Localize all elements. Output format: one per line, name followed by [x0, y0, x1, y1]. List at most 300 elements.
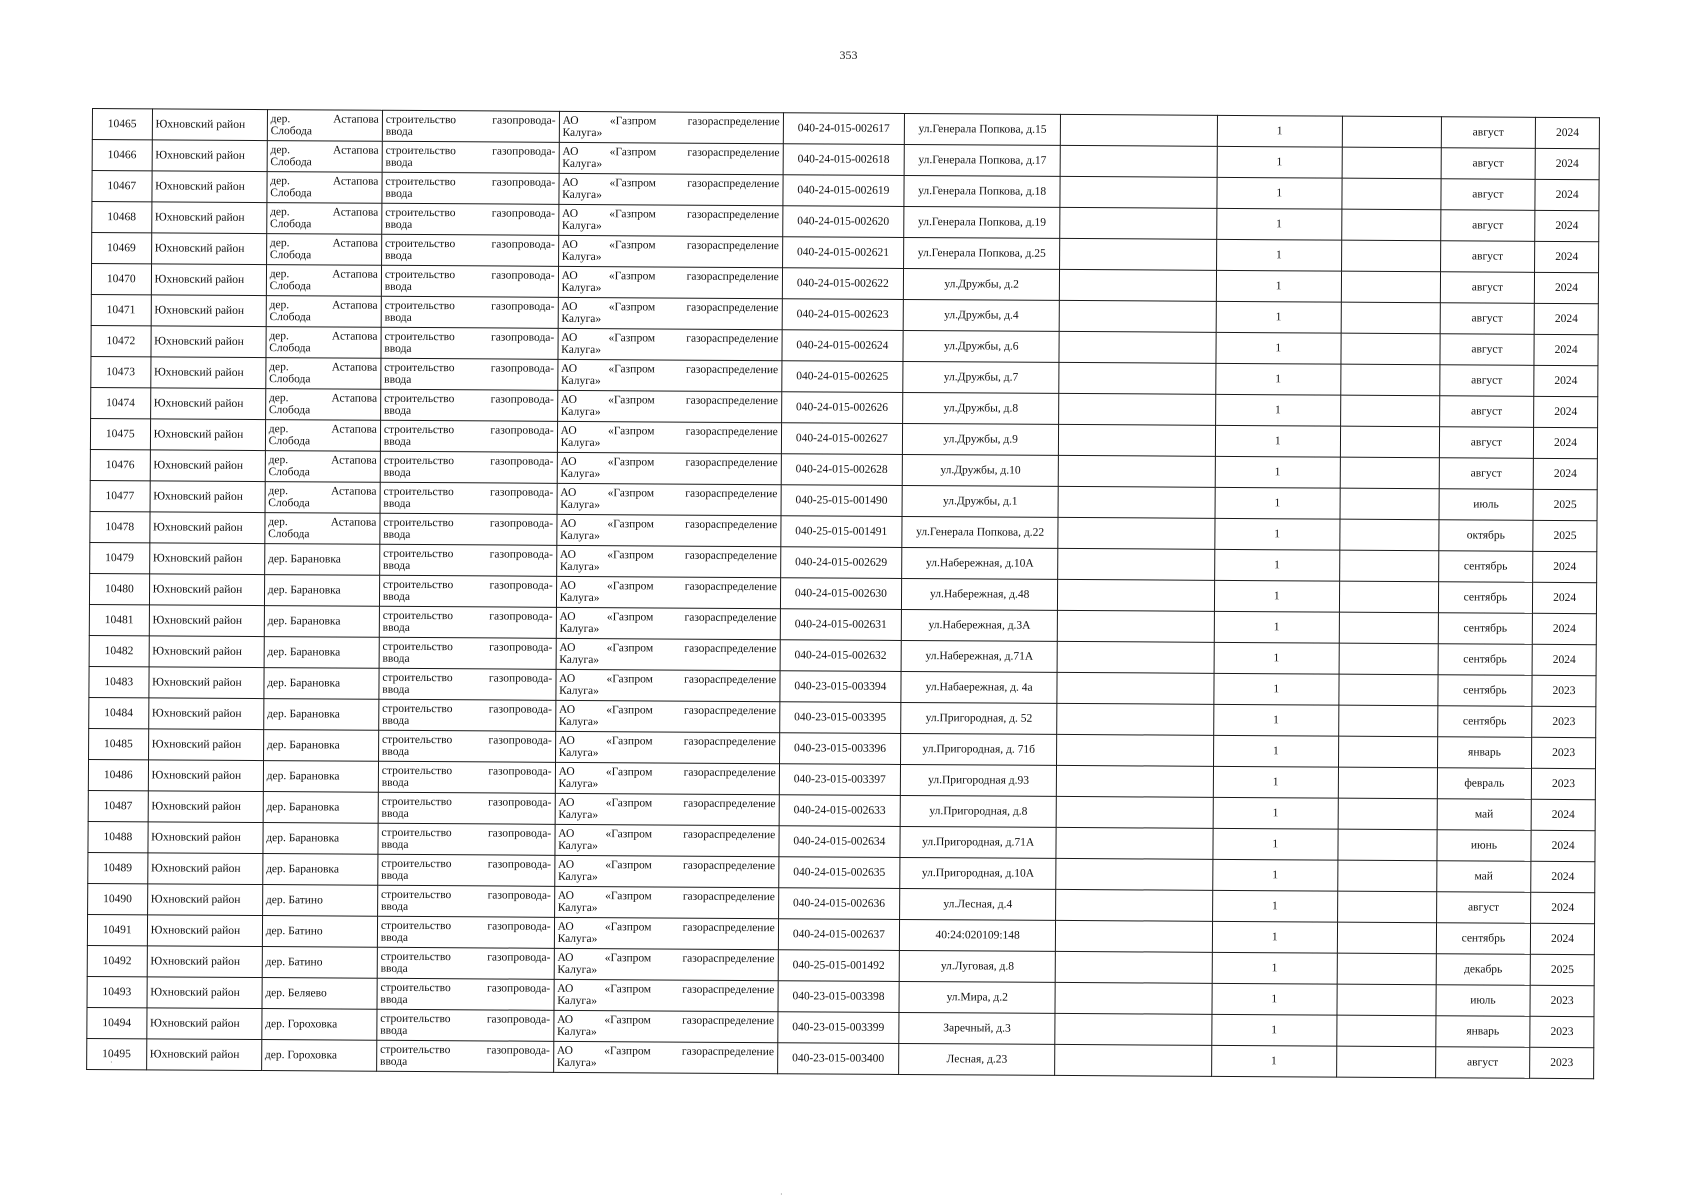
empty-cell [1056, 858, 1212, 890]
address-cell: Лесная, д.23 [899, 1043, 1055, 1075]
organization-cell [554, 855, 778, 887]
object-cell-line-2: ввода [384, 280, 412, 293]
row-number-cell: 10487 [88, 790, 148, 821]
organization-cell-line-2: Калуга» [558, 839, 598, 853]
organization-cell [557, 421, 781, 453]
empty-cell [1058, 548, 1214, 580]
object-cell [377, 885, 554, 917]
organization-cell-line-2: Калуга» [557, 870, 598, 884]
address-cell: ул.Пригородная, д. 52 [901, 702, 1057, 734]
object-cell-line-1: строительство газопровода- [382, 671, 553, 685]
object-cell-line-1: строительство газопровода- [383, 516, 554, 530]
object-cell-line-2: ввода [385, 187, 413, 200]
settlement-cell: дер. Астапова Слобода [266, 203, 381, 235]
registry-table [86, 108, 1600, 1079]
organization-cell [556, 514, 780, 546]
district-cell: Юхновский район [149, 543, 264, 575]
object-cell [380, 389, 557, 421]
object-cell [382, 203, 559, 235]
organization-cell-line-2: Калуга» [556, 1025, 597, 1039]
object-cell-line-1: строительство газопровода- [381, 888, 551, 902]
row-number-cell: 10474 [91, 387, 151, 418]
month-cell: август [1439, 365, 1534, 397]
object-cell [378, 854, 555, 886]
object-cell-line-1: строительство газопровода- [384, 392, 554, 406]
organization-cell-line-2: Калуга» [560, 498, 601, 512]
address-cell: ул.Пригородная, д.8 [900, 795, 1056, 827]
quantity-cell: 1 [1216, 208, 1342, 240]
settlement-cell: дер. Беляево [262, 978, 377, 1010]
object-cell-line-2: ввода [382, 652, 410, 665]
quantity-cell: 1 [1217, 146, 1343, 178]
settlement-cell: дер. Барановка [263, 792, 378, 824]
object-cell-line-2: ввода [384, 342, 412, 355]
district-cell: Юхновский район [150, 388, 265, 420]
organization-cell [558, 328, 782, 360]
code-cell: 040-23-015-003394 [780, 671, 901, 703]
object-cell-line-2: ввода [381, 776, 409, 789]
organization-cell [557, 390, 781, 422]
organization-cell [558, 297, 782, 329]
empty-cell [1340, 457, 1439, 489]
object-cell-line-2: ввода [385, 156, 413, 169]
row-number-cell: 10470 [91, 264, 151, 295]
district-cell: Юхновский район [148, 760, 263, 792]
address-cell: ул.Дружбы, д.4 [903, 299, 1059, 331]
empty-cell [1057, 734, 1213, 766]
quantity-cell: 1 [1215, 394, 1341, 426]
row-number-cell: 10467 [92, 171, 152, 202]
year-cell: 2025 [1533, 489, 1597, 520]
empty-cell [1057, 765, 1213, 797]
year-cell: 2024 [1533, 582, 1597, 613]
address-cell: ул.Дружбы, д.9 [902, 423, 1058, 455]
empty-cell [1060, 238, 1216, 270]
month-cell: сентябрь [1436, 923, 1531, 955]
row-number-cell: 10493 [87, 976, 147, 1007]
row-number-cell: 10475 [90, 418, 150, 449]
district-cell: Юхновский район [149, 667, 264, 699]
address-cell: ул.Дружбы, д.7 [903, 361, 1059, 393]
code-cell: 040-23-015-003399 [778, 1012, 899, 1044]
object-cell-line-2: ввода [380, 1024, 408, 1037]
object-cell-line-1: строительство газопровода- [383, 485, 554, 499]
district-cell: Юхновский район [146, 1039, 261, 1071]
address-cell: ул.Дружбы, д.10 [902, 454, 1058, 486]
quantity-cell: 1 [1211, 1014, 1337, 1046]
object-cell-line-2: ввода [384, 373, 412, 386]
empty-cell [1055, 982, 1211, 1014]
object-cell [378, 730, 555, 762]
settlement-cell: дер. Барановка [264, 668, 379, 700]
organization-cell-line-2: Калуга» [560, 436, 601, 450]
settlement-cell: дер. Барановка [263, 761, 378, 793]
object-cell [381, 265, 558, 297]
row-number-cell: 10480 [89, 573, 149, 604]
row-number-cell: 10490 [88, 883, 148, 914]
code-cell: 040-24-015-002627 [781, 423, 902, 455]
organization-cell-line-2: Калуга» [559, 684, 599, 698]
object-cell [376, 1040, 553, 1072]
empty-cell [1338, 767, 1437, 799]
settlement-cell: дер. Астапова Слобода [266, 234, 381, 266]
empty-cell [1338, 860, 1437, 892]
month-cell: сентябрь [1438, 582, 1533, 614]
empty-cell [1339, 674, 1438, 706]
code-cell: 040-23-015-003396 [779, 733, 900, 765]
object-cell-line-1: строительство газопровода- [385, 206, 556, 220]
year-cell: 2024 [1534, 303, 1598, 334]
empty-cell [1338, 829, 1437, 861]
month-cell: июнь [1437, 830, 1532, 862]
address-cell: ул.Набережная, д.3А [901, 609, 1057, 641]
month-cell: август [1440, 272, 1535, 304]
code-cell: 040-24-015-002621 [782, 237, 903, 269]
address-cell: ул.Пригородная, д.71А [900, 826, 1056, 858]
object-cell [379, 668, 556, 700]
month-cell: октябрь [1438, 520, 1533, 552]
object-cell-line-2: ввода [383, 466, 411, 479]
object-cell-line-1: строительство газопровода- [385, 113, 556, 127]
organization-cell-line-1: АО «Газпром газораспределение [561, 362, 779, 377]
address-cell: ул.Набережная, д.48 [901, 578, 1057, 610]
settlement-cell: дер. Барановка [263, 699, 378, 731]
object-cell-line-2: ввода [383, 497, 411, 510]
district-cell: Юхновский район [148, 822, 263, 854]
district-cell: Юхновский район [151, 264, 266, 296]
settlement-cell: дер. Астапова Слобода [266, 296, 381, 328]
object-cell-line-1: строительство газопровода- [383, 454, 554, 468]
empty-cell [1338, 891, 1437, 923]
code-cell: 040-24-015-002632 [780, 640, 901, 672]
district-cell: Юхновский район [150, 450, 265, 482]
organization-cell-line-2: Калуга» [559, 591, 600, 605]
object-cell [381, 234, 558, 266]
code-cell: 040-24-015-002636 [778, 888, 899, 920]
quantity-cell: 1 [1212, 921, 1338, 953]
organization-cell-line-1: АО «Газпром газораспределение [557, 1013, 775, 1028]
empty-cell [1055, 1013, 1211, 1045]
district-cell: Юхновский район [152, 140, 267, 172]
empty-cell [1339, 581, 1438, 613]
object-cell [378, 761, 555, 793]
month-cell: август [1441, 179, 1536, 211]
organization-cell [558, 266, 782, 298]
object-cell-line-2: ввода [383, 559, 411, 572]
object-cell-line-1: строительство газопровода- [380, 1012, 551, 1026]
object-cell-line-1: строительство газопровода- [380, 950, 551, 964]
empty-cell [1055, 1044, 1211, 1076]
row-number-cell: 10484 [89, 697, 149, 728]
object-cell-line-1: строительство газопровода- [381, 733, 552, 747]
code-cell: 040-24-015-002623 [782, 299, 903, 331]
month-cell: август [1440, 241, 1535, 273]
quantity-cell: 1 [1212, 983, 1338, 1015]
settlement-cell: дер. Барановка [264, 606, 379, 638]
month-cell: август [1440, 334, 1535, 366]
organization-cell [556, 576, 780, 608]
empty-cell [1341, 271, 1440, 303]
code-cell: 040-24-015-002631 [780, 609, 901, 641]
district-cell: Юхновский район [147, 946, 262, 978]
organization-cell-line-2: Калуга» [560, 467, 601, 481]
quantity-cell: 1 [1212, 828, 1338, 860]
address-cell: ул.Генерала Попкова, д.15 [904, 113, 1060, 145]
object-cell-line-1: строительство газопровода- [382, 609, 553, 623]
code-cell: 040-24-015-002628 [781, 454, 902, 486]
object-cell-line-2: ввода [380, 993, 408, 1006]
object-cell [381, 358, 558, 390]
organization-cell-line-1: АО «Газпром газораспределение [556, 1044, 775, 1059]
settlement-cell: дер. Барановка [262, 854, 377, 886]
month-cell: сентябрь [1438, 613, 1533, 645]
empty-cell [1342, 116, 1441, 148]
empty-cell [1057, 703, 1213, 735]
quantity-cell: 1 [1212, 890, 1338, 922]
organization-cell [556, 545, 780, 577]
object-cell-line-2: ввода [380, 1055, 408, 1068]
object-cell-line-2: ввода [381, 745, 410, 758]
row-number-cell: 10492 [87, 945, 147, 976]
object-cell-line-2: ввода [381, 869, 409, 882]
organization-cell [557, 452, 781, 484]
district-cell: Юхновский район [146, 1008, 261, 1040]
empty-cell [1340, 488, 1439, 520]
year-cell: 2024 [1535, 272, 1599, 303]
month-cell: февраль [1437, 768, 1532, 800]
row-number-cell: 10488 [88, 821, 148, 852]
organization-cell-line-2: Калуга» [561, 281, 602, 295]
organization-cell-line-1: АО «Газпром газораспределение [558, 827, 776, 842]
row-number-cell: 10479 [90, 542, 150, 573]
quantity-cell: 1 [1215, 425, 1341, 457]
organization-cell-line-1: АО «Газпром газораспределение [558, 765, 776, 780]
quantity-cell: 1 [1216, 177, 1342, 209]
settlement-cell: дер. Батино [262, 885, 377, 917]
code-cell: 040-23-015-003400 [777, 1043, 898, 1075]
organization-cell-line-1: АО «Газпром газораспределение [557, 889, 775, 904]
row-number-cell: 10473 [91, 356, 151, 387]
code-cell: 040-24-015-002637 [778, 919, 899, 951]
code-cell: 040-25-015-001491 [781, 516, 902, 548]
quantity-cell: 1 [1215, 487, 1341, 519]
year-cell: 2025 [1530, 954, 1594, 985]
object-cell [379, 637, 556, 669]
object-cell-line-1: строительство газопровода- [384, 237, 555, 251]
empty-cell [1339, 643, 1438, 675]
district-cell: Юхновский район [151, 202, 266, 234]
quantity-cell: 1 [1213, 673, 1339, 705]
organization-cell-line-1: АО «Газпром газораспределение [557, 982, 775, 997]
code-cell: 040-23-015-003395 [779, 702, 900, 734]
address-cell: ул.Генерала Попкова, д.18 [904, 175, 1060, 207]
year-cell: 2024 [1531, 830, 1595, 861]
row-number-cell: 10468 [92, 202, 152, 233]
settlement-cell: дер. Астапова Слобода [265, 420, 380, 452]
quantity-cell: 1 [1213, 704, 1339, 736]
settlement-cell: дер. Батино [262, 947, 377, 979]
organization-cell-line-2: Калуга» [557, 994, 598, 1008]
empty-cell [1056, 889, 1212, 921]
object-cell [382, 172, 559, 204]
empty-cell [1061, 114, 1217, 146]
object-cell-line-2: ввода [385, 125, 413, 138]
settlement-cell: дер. Барановка [264, 544, 379, 576]
object-cell-line-1: строительство газопровода- [381, 826, 552, 840]
settlement-cell: дер. Астапова Слобода [266, 265, 381, 297]
quantity-cell: 1 [1213, 735, 1339, 767]
district-cell: Юхновский район [149, 512, 264, 544]
organization-cell-line-2: Калуга» [561, 312, 602, 326]
month-cell: январь [1435, 1016, 1530, 1048]
empty-cell [1056, 827, 1212, 859]
empty-cell [1058, 610, 1214, 642]
empty-cell [1059, 424, 1215, 456]
empty-cell [1058, 579, 1214, 611]
organization-cell-line-2: Калуга» [562, 157, 603, 171]
object-cell-line-1: строительство газопровода- [384, 268, 555, 282]
object-cell-line-2: ввода [382, 683, 410, 696]
object-cell-line-1: строительство газопровода- [382, 702, 553, 716]
object-cell-line-2: ввода [380, 931, 408, 944]
quantity-cell: 1 [1215, 456, 1341, 488]
empty-cell [1337, 1015, 1436, 1047]
month-cell: май [1437, 799, 1532, 831]
organization-cell-line-1: АО «Газпром газораспределение [560, 486, 778, 501]
month-cell: август [1439, 458, 1534, 490]
quantity-cell: 1 [1212, 952, 1338, 984]
organization-cell-line-1: АО «Газпром газораспределение [561, 207, 780, 222]
organization-cell [559, 142, 783, 174]
code-cell: 040-24-015-002618 [783, 144, 904, 176]
row-number-cell: 10472 [91, 325, 151, 356]
organization-cell [556, 638, 780, 670]
object-cell-line-1: строительство газопровода- [382, 640, 553, 654]
code-cell: 040-24-015-002620 [782, 206, 903, 238]
organization-cell-line-1: АО «Газпром газораспределение [557, 920, 775, 935]
empty-cell [1059, 393, 1215, 425]
object-cell-line-2: ввода [382, 621, 410, 634]
object-cell-line-2: ввода [384, 249, 413, 262]
code-cell: 040-25-015-001492 [778, 950, 899, 982]
quantity-cell: 1 [1212, 859, 1338, 891]
organization-cell-line-1: АО «Газпром газораспределение [561, 238, 779, 253]
empty-cell [1060, 145, 1216, 177]
organization-cell-line-1: АО «Газпром газораспределение [558, 703, 777, 718]
empty-cell [1342, 147, 1441, 179]
address-cell: ул.Генерала Попкова, д.19 [904, 206, 1060, 238]
organization-cell [557, 483, 781, 515]
month-cell: сентябрь [1437, 706, 1532, 738]
organization-cell-line-1: АО «Газпром газораспределение [560, 393, 779, 408]
object-cell-line-1: строительство газопровода- [380, 1043, 550, 1057]
month-cell: август [1441, 117, 1536, 149]
month-cell: сентябрь [1438, 551, 1533, 583]
address-cell: ул.Дружбы, д.2 [903, 268, 1059, 300]
empty-cell [1341, 240, 1440, 272]
organization-cell-line-1: АО «Газпром газораспределение [559, 579, 777, 594]
year-cell: 2024 [1531, 892, 1595, 923]
organization-cell-line-1: АО «Газпром газораспределение [559, 641, 777, 656]
object-cell [379, 606, 556, 638]
month-cell: август [1440, 210, 1535, 242]
month-cell: май [1436, 861, 1531, 893]
year-cell: 2024 [1532, 644, 1596, 675]
address-cell: ул.Пригородная, д.10А [900, 857, 1056, 889]
empty-cell [1060, 269, 1216, 301]
object-cell [378, 823, 555, 855]
address-cell: ул.Генерала Попкова, д.25 [904, 237, 1060, 269]
quantity-cell: 1 [1213, 797, 1339, 829]
empty-cell [1060, 207, 1216, 239]
code-cell: 040-24-015-002625 [782, 361, 903, 393]
object-cell-line-1: строительство газопровода- [381, 764, 552, 778]
object-cell-line-1: строительство газопровода- [381, 795, 552, 809]
address-cell: ул.Набережная, д.10А [902, 547, 1058, 579]
year-cell: 2024 [1535, 210, 1599, 241]
code-cell: 040-24-015-002617 [783, 113, 904, 145]
organization-cell-line-1: АО «Газпром газораспределение [558, 796, 776, 811]
organization-cell-line-1: АО «Газпром газораспределение [559, 610, 777, 625]
object-cell-line-1: строительство газопровода- [384, 330, 555, 344]
month-cell: июль [1439, 489, 1534, 521]
object-cell [379, 699, 556, 731]
organization-cell [555, 731, 779, 763]
organization-cell [554, 886, 778, 918]
year-cell: 2024 [1534, 334, 1598, 365]
organization-cell-line-1: АО «Газпром газораспределение [559, 548, 778, 563]
organization-cell [554, 979, 778, 1011]
object-cell [377, 1009, 554, 1041]
settlement-cell: дер. Астапова Слобода [265, 513, 380, 545]
district-cell: Юхновский район [150, 419, 265, 451]
quantity-cell: 1 [1211, 1045, 1337, 1077]
registry-body [87, 109, 1600, 1079]
empty-cell [1337, 1046, 1436, 1078]
object-cell-line-1: строительство газопровода- [384, 299, 555, 313]
quantity-cell: 1 [1216, 301, 1342, 333]
month-cell: июль [1436, 985, 1531, 1017]
organization-cell-line-1: АО «Газпром газораспределение [560, 517, 778, 532]
quantity-cell: 1 [1213, 766, 1339, 798]
address-cell: ул.Пригородная, д. 71б [901, 733, 1057, 765]
organization-cell [553, 1041, 777, 1073]
empty-cell [1340, 550, 1439, 582]
district-cell: Юхновский район [147, 884, 262, 916]
organization-cell [558, 235, 782, 267]
month-cell: август [1440, 303, 1535, 335]
district-cell: Юхновский район [149, 636, 264, 668]
district-cell: Юхновский район [152, 109, 267, 141]
month-cell: декабрь [1436, 954, 1531, 986]
organization-cell-line-2: Калуга» [559, 622, 600, 636]
object-cell-line-2: ввода [382, 590, 411, 603]
organization-cell-line-1: АО «Газпром газораспределение [562, 145, 780, 160]
empty-cell [1340, 426, 1439, 458]
empty-cell [1337, 953, 1436, 985]
empty-cell [1058, 486, 1214, 518]
organization-cell [556, 607, 780, 639]
organization-cell-line-1: АО «Газпром газораспределение [561, 331, 779, 346]
organization-cell-line-1: АО «Газпром газораспределение [558, 734, 776, 749]
organization-cell [559, 111, 783, 143]
year-cell: 2025 [1533, 520, 1597, 551]
scan-mark: · [780, 1190, 783, 1199]
settlement-cell: дер. Астапова Слобода [265, 482, 380, 514]
month-cell: январь [1437, 737, 1532, 769]
address-cell: ул.Дружбы, д.6 [903, 330, 1059, 362]
quantity-cell: 1 [1214, 642, 1340, 674]
